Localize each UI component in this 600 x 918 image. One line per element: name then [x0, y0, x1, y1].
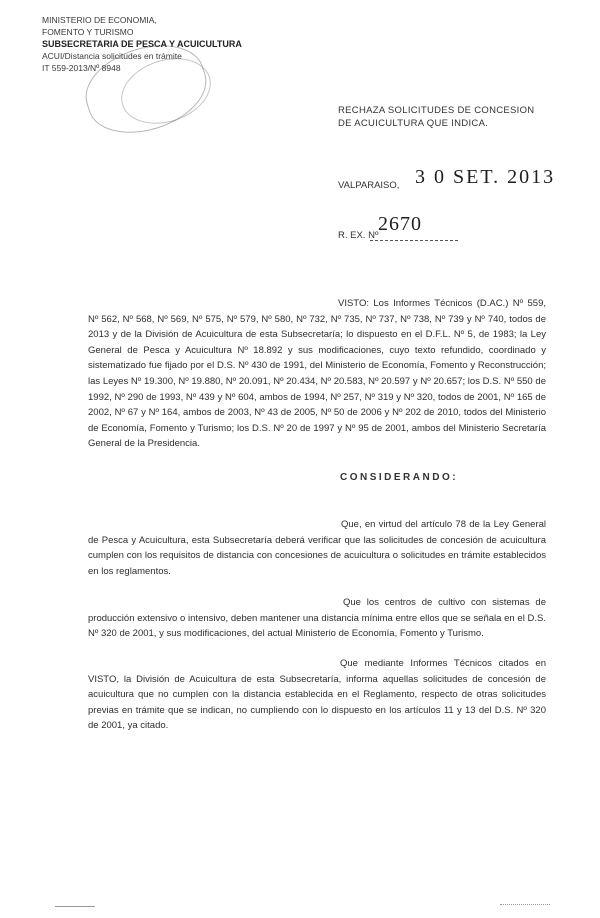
- reference-line-2: IT 559-2013/Nº 8948: [42, 63, 121, 73]
- ministry-line-2: FOMENTO Y TURISMO: [42, 27, 134, 37]
- ministry-line-1: MINISTERIO DE ECONOMIA,: [42, 15, 157, 25]
- resolution-number: 2670: [378, 213, 422, 235]
- resolution-number-underline: [370, 240, 458, 241]
- place-label: VALPARAISO,: [338, 180, 400, 191]
- resolution-subject: RECHAZA SOLICITUDES DE CONCESION DE ACUICULTURA QUE INDICA.: [338, 105, 535, 129]
- scan-mark-left: [55, 906, 95, 907]
- subsecretaria-name: SUBSECRETARIA DE PESCA Y ACUICULTURA: [42, 39, 242, 49]
- resolution-number-label: R. EX. Nº: [338, 230, 379, 241]
- visto-paragraph: VISTO: Los Informes Técnicos (D.AC.) Nº 559, Nº 562, Nº 568, Nº 569, Nº 575, Nº 579, Nº 580, Nº 732, Nº 735, Nº 737, Nº 738, Nº 739 y Nº 740, todos de 2013 y de la División de Acuicultura de esta Subsecretaría; lo dispuesto en el D.F.L. Nº 5, de 1983; la Ley General de Pesca y Acuicultura Nº 18.892 y sus modificaciones, cuyo texto refundido, coordinado y sistematizado fue fijado por el D.S. Nº 430 de 1991, del Ministerio de Economía, Fomento y Reconstrucción; las Leyes Nº 19.300, Nº 19.880, Nº 20.091, Nº 20.434, Nº 20.583, Nº 20.597 y Nº 20.657; los D.S. Nº 550 de 1992, Nº 290 de 1993, Nº 439 y Nº 604, ambos de 1994, Nº 257, Nº 319 y Nº 320, todos de 2001, Nº 165 de 2002, Nº 67 y Nº 164, ambos de 2003, Nº 43 de 2005, Nº 50 de 2006 y Nº 202 de 2010, todos del Ministerio de Economía, Fomento y Turismo; los D.S. Nº 20 de 1997 y Nº 95 de 2001, ambos del Ministerio Secretaría General de la Presidencia.: [88, 298, 546, 450]
- considerando-heading: CONSIDERANDO:: [340, 472, 459, 483]
- reference-line-1: ACUI/Distancia solicitudes en trámite: [42, 51, 182, 61]
- considerando-paragraph-3: Que mediante Informes Técnicos citados en VISTO, la División de Acuicultura de esta Subsecretaría, informa aquellas solicitudes de concesión de acuicultura que no cumplen con la distancia establecida en el Reglamento, respecto de otras solicitudes previas en trámite que se indican, no cumpliendo con lo dispuesto en los artículos 11 y 13 del D.S. Nº 320 de 2001, ya citado.: [88, 658, 546, 732]
- resolution-date: 3 0 SET. 2013: [415, 166, 556, 188]
- considerando-paragraph-2: Que los centros de cultivo con sistemas de producción extensivo o intensivo, deben mantener una distancia mínima entre ellos que se señala en el D.S. Nº 320 de 2001, y sus modificaciones, del actual Ministerio de Economía, Fomento y Turismo.: [88, 597, 546, 640]
- scan-mark-right: [500, 904, 550, 905]
- considerando-paragraph-1: Que, en virtud del artículo 78 de la Ley General de Pesca y Acuicultura, esta Subsecretaría deberá verificar que las solicitudes de concesión de acuicultura cumplen con los requisitos de distancia con concesiones de acuicultura o solicitudes en trámite establecidos en los reglamentos.: [88, 519, 546, 577]
